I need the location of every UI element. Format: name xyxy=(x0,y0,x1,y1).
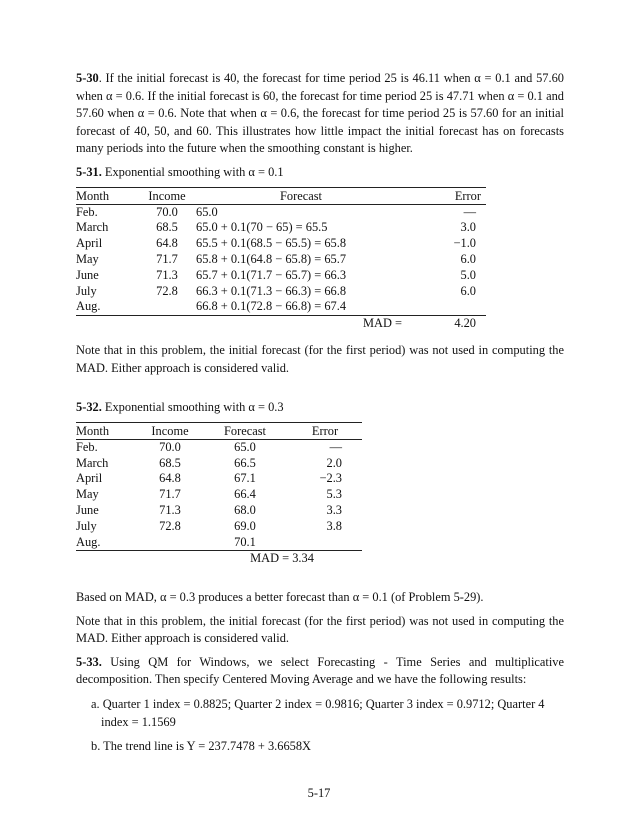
column-header: Income xyxy=(138,422,202,439)
month-cell: June xyxy=(76,502,99,517)
smoothing-table-alpha-0-1 xyxy=(76,187,486,332)
mad-value: MAD = 3.34 xyxy=(202,551,362,567)
month-cell: May xyxy=(76,487,99,502)
forecast-cell: 65.0 + 0.1(70 − 65) = 65.5 xyxy=(196,220,328,235)
mad-row xyxy=(76,316,486,332)
error-cell: 2.0 xyxy=(326,455,342,470)
column-header: Error xyxy=(406,187,486,204)
error-cell xyxy=(406,299,486,315)
forecast-cell: 65.8 + 0.1(64.8 − 65.8) = 65.7 xyxy=(196,251,347,266)
forecast-cell: 67.1 xyxy=(234,471,256,486)
error-cell xyxy=(288,535,362,551)
month-cell: Aug. xyxy=(76,534,101,549)
table-row xyxy=(76,204,486,220)
error-cell: −1.0 xyxy=(453,236,476,251)
error-cell: 6.0 xyxy=(460,251,476,266)
month-cell: Aug. xyxy=(76,299,101,314)
month-cell: Feb. xyxy=(76,439,98,454)
error-cell: 5.3 xyxy=(326,487,342,502)
table-row xyxy=(76,535,362,551)
month-cell: June xyxy=(76,267,99,282)
error-cell: 6.0 xyxy=(460,283,476,298)
problem-text: . If the initial forecast is 40, the forecast for time period 25 is 46.11 when α = 0.1 and 57.60 when α = 0.6. If the initial forecast is 60, the forecast for time period 25 is 47.71 when α = 0.1 and 57.60 when α = 0.6. Note that when α = 0.6, the forecast for time period 25 is 57.60 for an initial forecast of 40, 50, and 60. This illustrates how little impact the initial forecast has on forecasts many periods into the future when the smoothing constant is higher. xyxy=(76,71,564,156)
forecast-cell: 66.4 xyxy=(234,487,256,502)
error-cell: −2.3 xyxy=(319,471,342,486)
table-row xyxy=(76,268,486,284)
income-cell: 64.8 xyxy=(156,236,178,251)
month-cell: April xyxy=(76,236,103,251)
note-paragraph: Note that in this problem, the initial forecast (for the first period) was not used in computing the MAD. Either approach is considered valid. xyxy=(76,613,564,646)
conclusion-paragraph: Based on MAD, α = 0.3 produces a better forecast than α = 0.1 (of Problem 5-29). xyxy=(76,590,484,605)
problem-5-31-heading xyxy=(76,164,564,182)
income-cell: 70.0 xyxy=(159,439,181,454)
income-cell: 71.7 xyxy=(159,487,181,502)
item-a: a. Quarter 1 index = 0.8825; Quarter 2 index = 0.9816; Quarter 3 index = 0.9712; Quarter 4 index = 1.1569 xyxy=(91,697,545,729)
table-row xyxy=(76,439,362,455)
income-cell: 68.5 xyxy=(156,220,178,235)
error-cell: 3.3 xyxy=(326,502,342,517)
forecast-cell: 65.0 xyxy=(234,439,256,454)
problem-text: Using QM for Windows, we select Forecasting - Time Series and multiplicative decomposition. Then specify Centered Moving Average and we have the following results: xyxy=(76,654,564,687)
empty-cell xyxy=(76,551,138,567)
error-cell: 3.8 xyxy=(326,518,342,533)
table-row xyxy=(76,471,362,487)
income-cell: 64.8 xyxy=(159,471,181,486)
problem-label: 5-32. xyxy=(76,400,102,415)
problem-label: 5-31. xyxy=(76,164,102,179)
table-header-row xyxy=(76,187,486,204)
income-cell: 72.8 xyxy=(159,518,181,533)
income-cell: 70.0 xyxy=(156,204,178,219)
problem-text: Exponential smoothing with α = 0.3 xyxy=(101,400,284,415)
column-header: Month xyxy=(76,187,138,204)
income-cell: 71.7 xyxy=(156,251,178,266)
month-cell: May xyxy=(76,251,99,266)
forecast-cell: 66.5 xyxy=(234,455,256,470)
table-row xyxy=(76,456,362,472)
empty-cell xyxy=(138,551,202,567)
forecast-cell: 66.3 + 0.1(71.3 − 66.3) = 66.8 xyxy=(196,283,347,298)
mad-label: MAD = xyxy=(196,316,406,332)
month-cell: March xyxy=(76,220,109,235)
smoothing-table-alpha-0-3 xyxy=(76,422,362,567)
table-row xyxy=(76,220,486,236)
forecast-cell: 68.0 xyxy=(234,502,256,517)
table-row xyxy=(76,503,362,519)
note-paragraph: Note that in this problem, the initial forecast (for the first period) was not used in computing the MAD. Either approach is considered valid. xyxy=(76,342,564,375)
mad-value: 4.20 xyxy=(406,316,486,332)
month-cell: March xyxy=(76,455,109,470)
month-cell: July xyxy=(76,283,97,298)
column-header: Forecast xyxy=(196,187,406,204)
month-cell: July xyxy=(76,518,97,533)
error-cell: 5.0 xyxy=(460,267,476,282)
column-header: Error xyxy=(288,422,362,439)
table-row xyxy=(76,519,362,535)
empty-cell xyxy=(138,316,196,332)
income-cell xyxy=(138,299,196,315)
forecast-cell: 65.0 xyxy=(196,204,218,219)
problem-label: 5-30 xyxy=(76,71,99,85)
table-header-row xyxy=(76,422,362,439)
month-cell: April xyxy=(76,471,103,486)
problem-text: Exponential smoothing with α = 0.1 xyxy=(101,164,284,179)
forecast-cell: 69.0 xyxy=(234,518,256,533)
problem-label: 5-33. xyxy=(76,654,102,669)
error-cell: — xyxy=(463,204,476,219)
column-header: Month xyxy=(76,422,138,439)
problem-5-33 xyxy=(76,654,564,689)
table-row xyxy=(76,284,486,300)
error-cell: 3.0 xyxy=(460,220,476,235)
page-number: 5-17 xyxy=(307,786,331,800)
income-cell: 71.3 xyxy=(156,267,178,282)
month-cell: Feb. xyxy=(76,204,98,219)
column-header: Income xyxy=(138,187,196,204)
table-row xyxy=(76,299,486,315)
column-header: Forecast xyxy=(202,422,288,439)
forecast-cell: 70.1 xyxy=(234,534,256,549)
forecast-cell: 66.8 + 0.1(72.8 − 66.8) = 67.4 xyxy=(196,299,347,314)
document-page xyxy=(76,70,564,756)
mad-row xyxy=(76,551,362,567)
forecast-cell: 65.7 + 0.1(71.7 − 65.7) = 66.3 xyxy=(196,267,347,282)
income-cell: 71.3 xyxy=(159,502,181,517)
error-cell: — xyxy=(329,439,342,454)
item-b: b. The trend line is Y = 237.7478 + 3.6658X xyxy=(91,739,312,754)
income-cell: 72.8 xyxy=(156,283,178,298)
table-row xyxy=(76,236,486,252)
forecast-cell: 65.5 + 0.1(68.5 − 65.5) = 65.8 xyxy=(196,236,347,251)
income-cell: 68.5 xyxy=(159,455,181,470)
problem-5-32-heading xyxy=(76,399,564,417)
table-row xyxy=(76,487,362,503)
empty-cell xyxy=(76,316,138,332)
table-row xyxy=(76,252,486,268)
income-cell xyxy=(138,535,202,551)
problem-5-30 xyxy=(76,70,564,158)
